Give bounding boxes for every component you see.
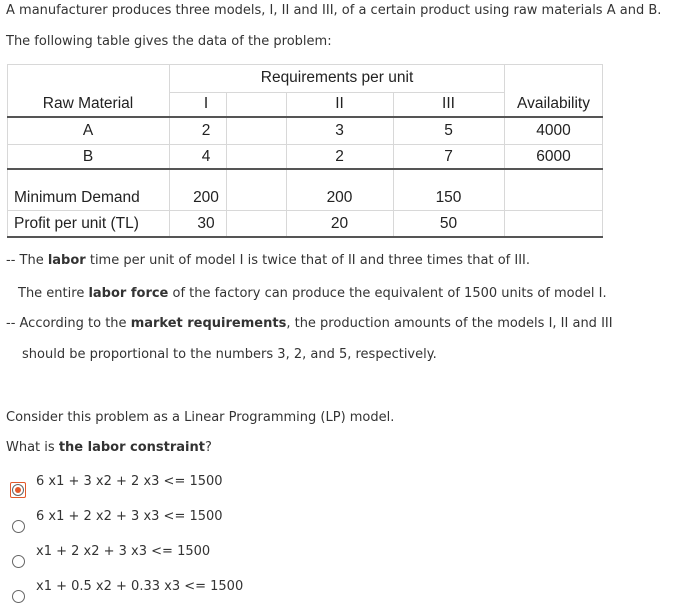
intro-line-2: The following table gives the data of the problem: xyxy=(6,34,332,49)
note-4: should be proportional to the numbers 3, 2, and 5, respectively. xyxy=(22,347,437,362)
radio-icon[interactable] xyxy=(12,520,25,533)
profit-label: Profit per unit (TL) xyxy=(14,215,139,232)
data-table xyxy=(7,64,603,238)
option-3-label: x1 + 2 x2 + 3 x3 <= 1500 xyxy=(36,544,211,559)
row-a-availability: 4000 xyxy=(536,122,571,139)
intro-line-1: A manufacturer produces three models, I, II and III, of a certain product using raw materials A and B. xyxy=(6,3,662,18)
question-line-1: Consider this problem as a Linear Programming (LP) model. xyxy=(6,410,395,425)
radio-icon[interactable] xyxy=(12,555,25,568)
note-3: -- According to the market requirements, the production amounts of the models I, II and III xyxy=(6,316,613,331)
question-line-2: What is the labor constraint? xyxy=(6,440,212,455)
row-b-label: B xyxy=(82,148,94,165)
row-a-label: A xyxy=(82,122,94,139)
option-4-label: x1 + 0.5 x2 + 0.33 x3 <= 1500 xyxy=(36,579,244,594)
profit-i: 30 xyxy=(197,215,215,232)
option-1-label: 6 x1 + 3 x2 + 2 x3 <= 1500 xyxy=(36,474,223,489)
row-b-iii: 7 xyxy=(444,148,453,165)
note-2: The entire labor force of the factory can produce the equivalent of 1500 units of model I. xyxy=(18,286,607,301)
min-demand-label: Minimum Demand xyxy=(14,189,140,206)
row-b-ii: 2 xyxy=(335,148,344,165)
note-1: -- The labor time per unit of model I is twice that of II and three times that of III. xyxy=(6,253,530,268)
min-demand-i: 200 xyxy=(193,189,219,206)
header-model-iii: III xyxy=(442,95,455,112)
profit-ii: 20 xyxy=(330,215,349,232)
header-availability: Availability xyxy=(517,95,590,112)
row-a-ii: 3 xyxy=(335,122,344,139)
row-b-i: 4 xyxy=(201,148,211,165)
option-2-label: 6 x1 + 2 x2 + 3 x3 <= 1500 xyxy=(36,509,223,524)
header-model-ii: II xyxy=(335,95,344,112)
radio-icon[interactable] xyxy=(12,590,25,603)
min-demand-ii: 200 xyxy=(326,189,353,206)
row-b-availability: 6000 xyxy=(536,148,571,165)
profit-iii: 50 xyxy=(439,215,458,232)
min-demand-iii: 150 xyxy=(435,189,462,206)
radio-selected-icon[interactable] xyxy=(10,482,26,498)
header-raw-material: Raw Material xyxy=(42,95,134,112)
header-model-i: I xyxy=(203,95,209,112)
row-a-i: 2 xyxy=(201,122,211,139)
header-requirements: Requirements per unit xyxy=(260,69,414,86)
row-a-iii: 5 xyxy=(444,122,453,139)
